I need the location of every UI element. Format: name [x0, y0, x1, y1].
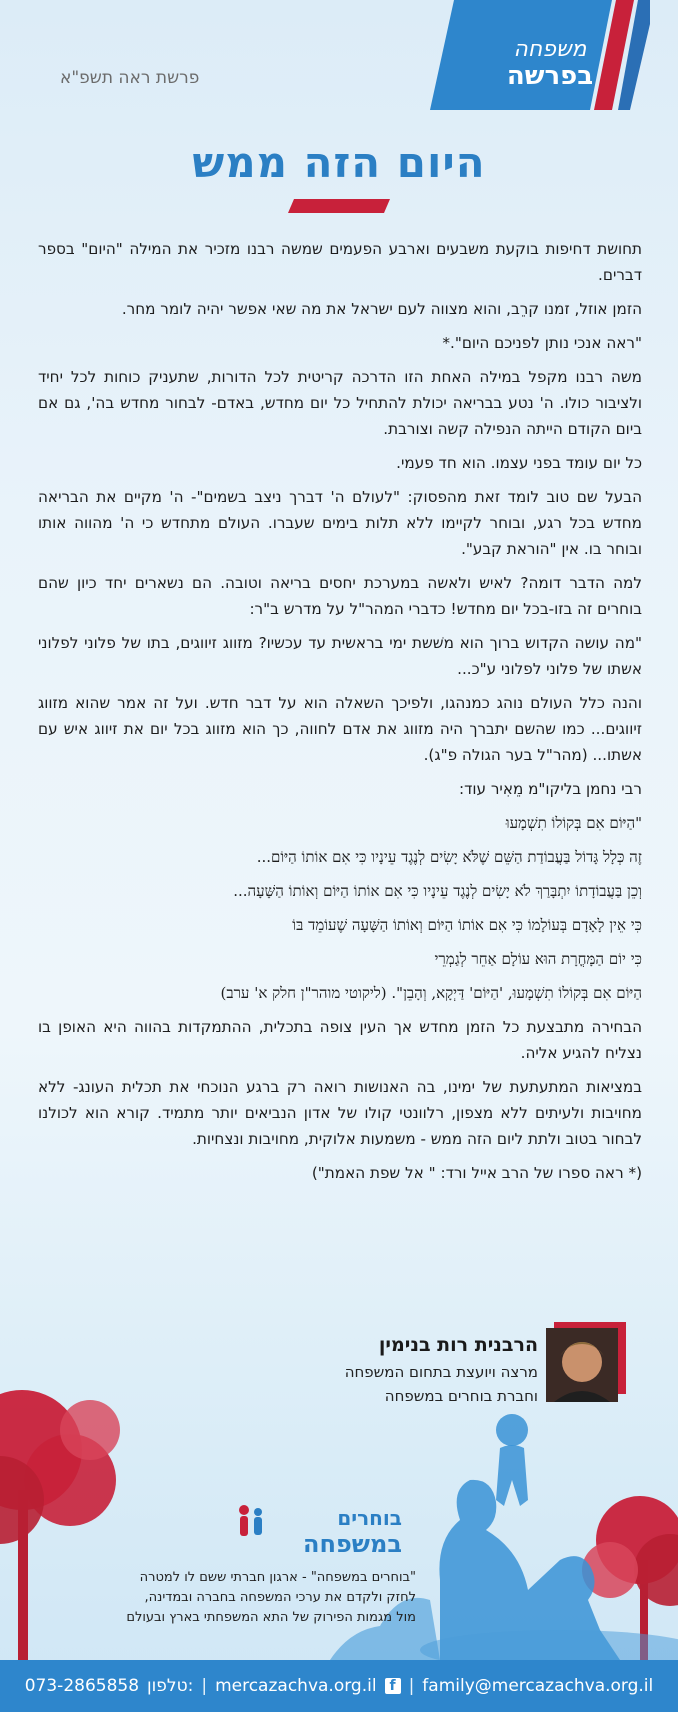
footer-site-link[interactable]: mercazachva.org.il	[215, 1676, 377, 1696]
paragraph: הזמן אוזל, זמנו קרֵב, והוא מצווה לעם ישראל את מה שאי אפשר יהיה לומר מחר.	[121, 300, 642, 318]
brand-logo	[430, 0, 650, 110]
paragraph: הבעל שם טוב לומד זאת מהפסוק: "לעולם ה' דברך ניצב בשמים"- ה' מקיים את הבריאה מחדש בכל רגע, ובוחר לקיימו ללא תלות בימים שעברו. העולם מתחדש כי ה' מהווה אותו ובוחר בו. אין "הוראת קבע".	[38, 488, 642, 558]
org-description	[36, 1568, 416, 1628]
footer-phone[interactable]: 073-2865858	[24, 1676, 140, 1696]
paragraph: משה רבנו מקפל במילה האחת הזו הדרכה קריטית לכל הדורות, שתעניק כוחות לכל יחיד ולציבור כולו. ה' נטע בבריאה יכולת להתחיל כל יום מחדש, באדם- לבחור מחדש בה', גם אם ביום הקודם הייתה הנפילה קשה וצורבת.	[38, 368, 642, 438]
footnote: (* ראה ספרו של הרב אייל ורד: " אל שפת האמת")	[311, 1164, 642, 1182]
quote-line: כִּי יוֹם הַמָּחֳרָת הוּא עוֹלָם אַחֵר לְגַמְרֵי	[434, 950, 642, 968]
footer-email-link[interactable]: family@mercazachva.org.il	[422, 1676, 654, 1696]
brand-line2: בפרשה	[506, 61, 594, 91]
quote-line: הַיּוֹם אִם בְּקוֹלוֹ תִשְׁמָעוּ, 'הַיּוֹם' דַּיְקָא, וְהָבֵן". (ליקוטי מוהר"ן חלק א' ערב)	[220, 984, 642, 1002]
facebook-icon[interactable]: f	[385, 1678, 401, 1694]
paragraph: במציאות המתעתעת של ימינו, בה האנושות רואה רק ברגע הנוכחי את תכלית העונג- ללא מחויבות ולעיתים ללא מצפון, רלוונטי קולו של אדון הנביאים יותר מתמיד. קורא הוא לכולנו לבחור בטוב ולתת ליום הזה ממש - משמעות אלוקית, מחויבות ונצחיות.	[38, 1078, 642, 1148]
brand-line1: משפחה	[513, 37, 587, 62]
divider: |	[408, 1676, 415, 1696]
paragraph: תחושת דחיפות בוקעת משבעים וארבע הפעמים שמשה רבנו מזכיר את המילה "היום" בספר דברים.	[38, 240, 642, 284]
title-underline-icon	[288, 199, 390, 213]
paragraph: "ראה אנכי נותן לפניכם היום".*	[442, 334, 642, 352]
parasha-label: פרשת ראה תשפ"א	[60, 68, 200, 88]
quote-line: זֶה כְּלָל גָּדוֹל בַּעֲבוֹדַת הַשֵּׁם שֶׁלֹּא יָשִׂים לְנֶגֶד עֵינָיו כִּי אִם אוֹתוֹ הַיּוֹם...	[256, 848, 642, 866]
divider: |	[201, 1676, 208, 1696]
paragraph: הבחירה מתבצעת כל הזמן מחדש אך העין צופה בתכלית, ההתמקדות בהווה היא האופן בו נצליח להגיע אליה.	[38, 1018, 642, 1062]
org-logo-bottom: במשפחה	[303, 1530, 402, 1558]
org-desc-line: מול מגמות הפירוק של התא המשפחתי בארץ ובעולם	[126, 1610, 416, 1625]
paragraph: "מה עושה הקדוש ברוך הוא משׁשת ימי בראשית עד עכשיו? מזווג זיווגים, בתו של פלוני לפלוני אשתו של פלוני לפלוני ע"כ...	[38, 634, 642, 678]
org-desc-line: לחזק ולקדם את ערכי המשפחה בחברה ובמדינה,	[144, 1590, 416, 1605]
org-logo-top: בוחרים	[337, 1506, 402, 1530]
article-body	[38, 236, 642, 1194]
footer-contact-bar	[0, 1660, 678, 1712]
paragraph: והנה כלל העולם נוהג כמנהגו, ולפיכך השאלה הוא על דבר חדש. ועל זה אמר שהוא מזווג זיווגים... כמו שהשם יתברך היה מזווג את אדם לחווה, כך הוא מזווג בכל יום את זיווג איש עם אשתו... (מהר"ל בער הגולה פ"ג).	[38, 694, 642, 764]
author-role-line: מרצה ויועצת בתחום המשפחה	[344, 1363, 538, 1381]
quote-line: כִּי אֵין לָאָדָם בְּעוֹלָמוֹ כִּי אִם אוֹתוֹ הַיּוֹם וְאוֹתוֹ הַשָּׁעָה שֶׁעוֹמֵד בּוֹ	[292, 916, 642, 934]
author-name: הרבנית רות בנימין	[378, 1334, 538, 1356]
paragraph: כל יום עומד בפני עצמו. הוא חד פעמי.	[396, 454, 642, 472]
paragraph: למה הדבר דומה? לאיש ולאשה במערכת יחסים בריאה וטובה. הם נשארים יחד כיון שהם בוחרים זה בזו-בכל יום מחדש! כדברי המהר"ל על מדרש ב"ר:	[38, 574, 642, 618]
quote-line: "הַיּוֹם אִם בְּקוֹלוֹ תִשְׁמָעוּ	[505, 814, 642, 832]
page-title: היום הזה ממש	[192, 138, 486, 187]
brand-text	[490, 38, 610, 90]
org-desc-line: "בוחרים במשפחה" - ארגון חברתי ששם לו למטרה	[139, 1570, 416, 1585]
author-role-line: וחברת בוחרים במשפחה	[384, 1387, 538, 1405]
paragraph: רבי נחמן בליקו"מ מֵאִיר עוד:	[458, 780, 642, 798]
quote-line: וְכֵן בַּעֲבוֹדָתוֹ יִתְבָּרַךְ לֹא יָשִׂים לְנֶגֶד עֵינָיו כִּי אִם אוֹתוֹ הַיּוֹם וְאוֹתוֹ הַשָּׁעָה...	[233, 882, 642, 900]
footer-phone-label: טלפון:	[147, 1676, 194, 1696]
